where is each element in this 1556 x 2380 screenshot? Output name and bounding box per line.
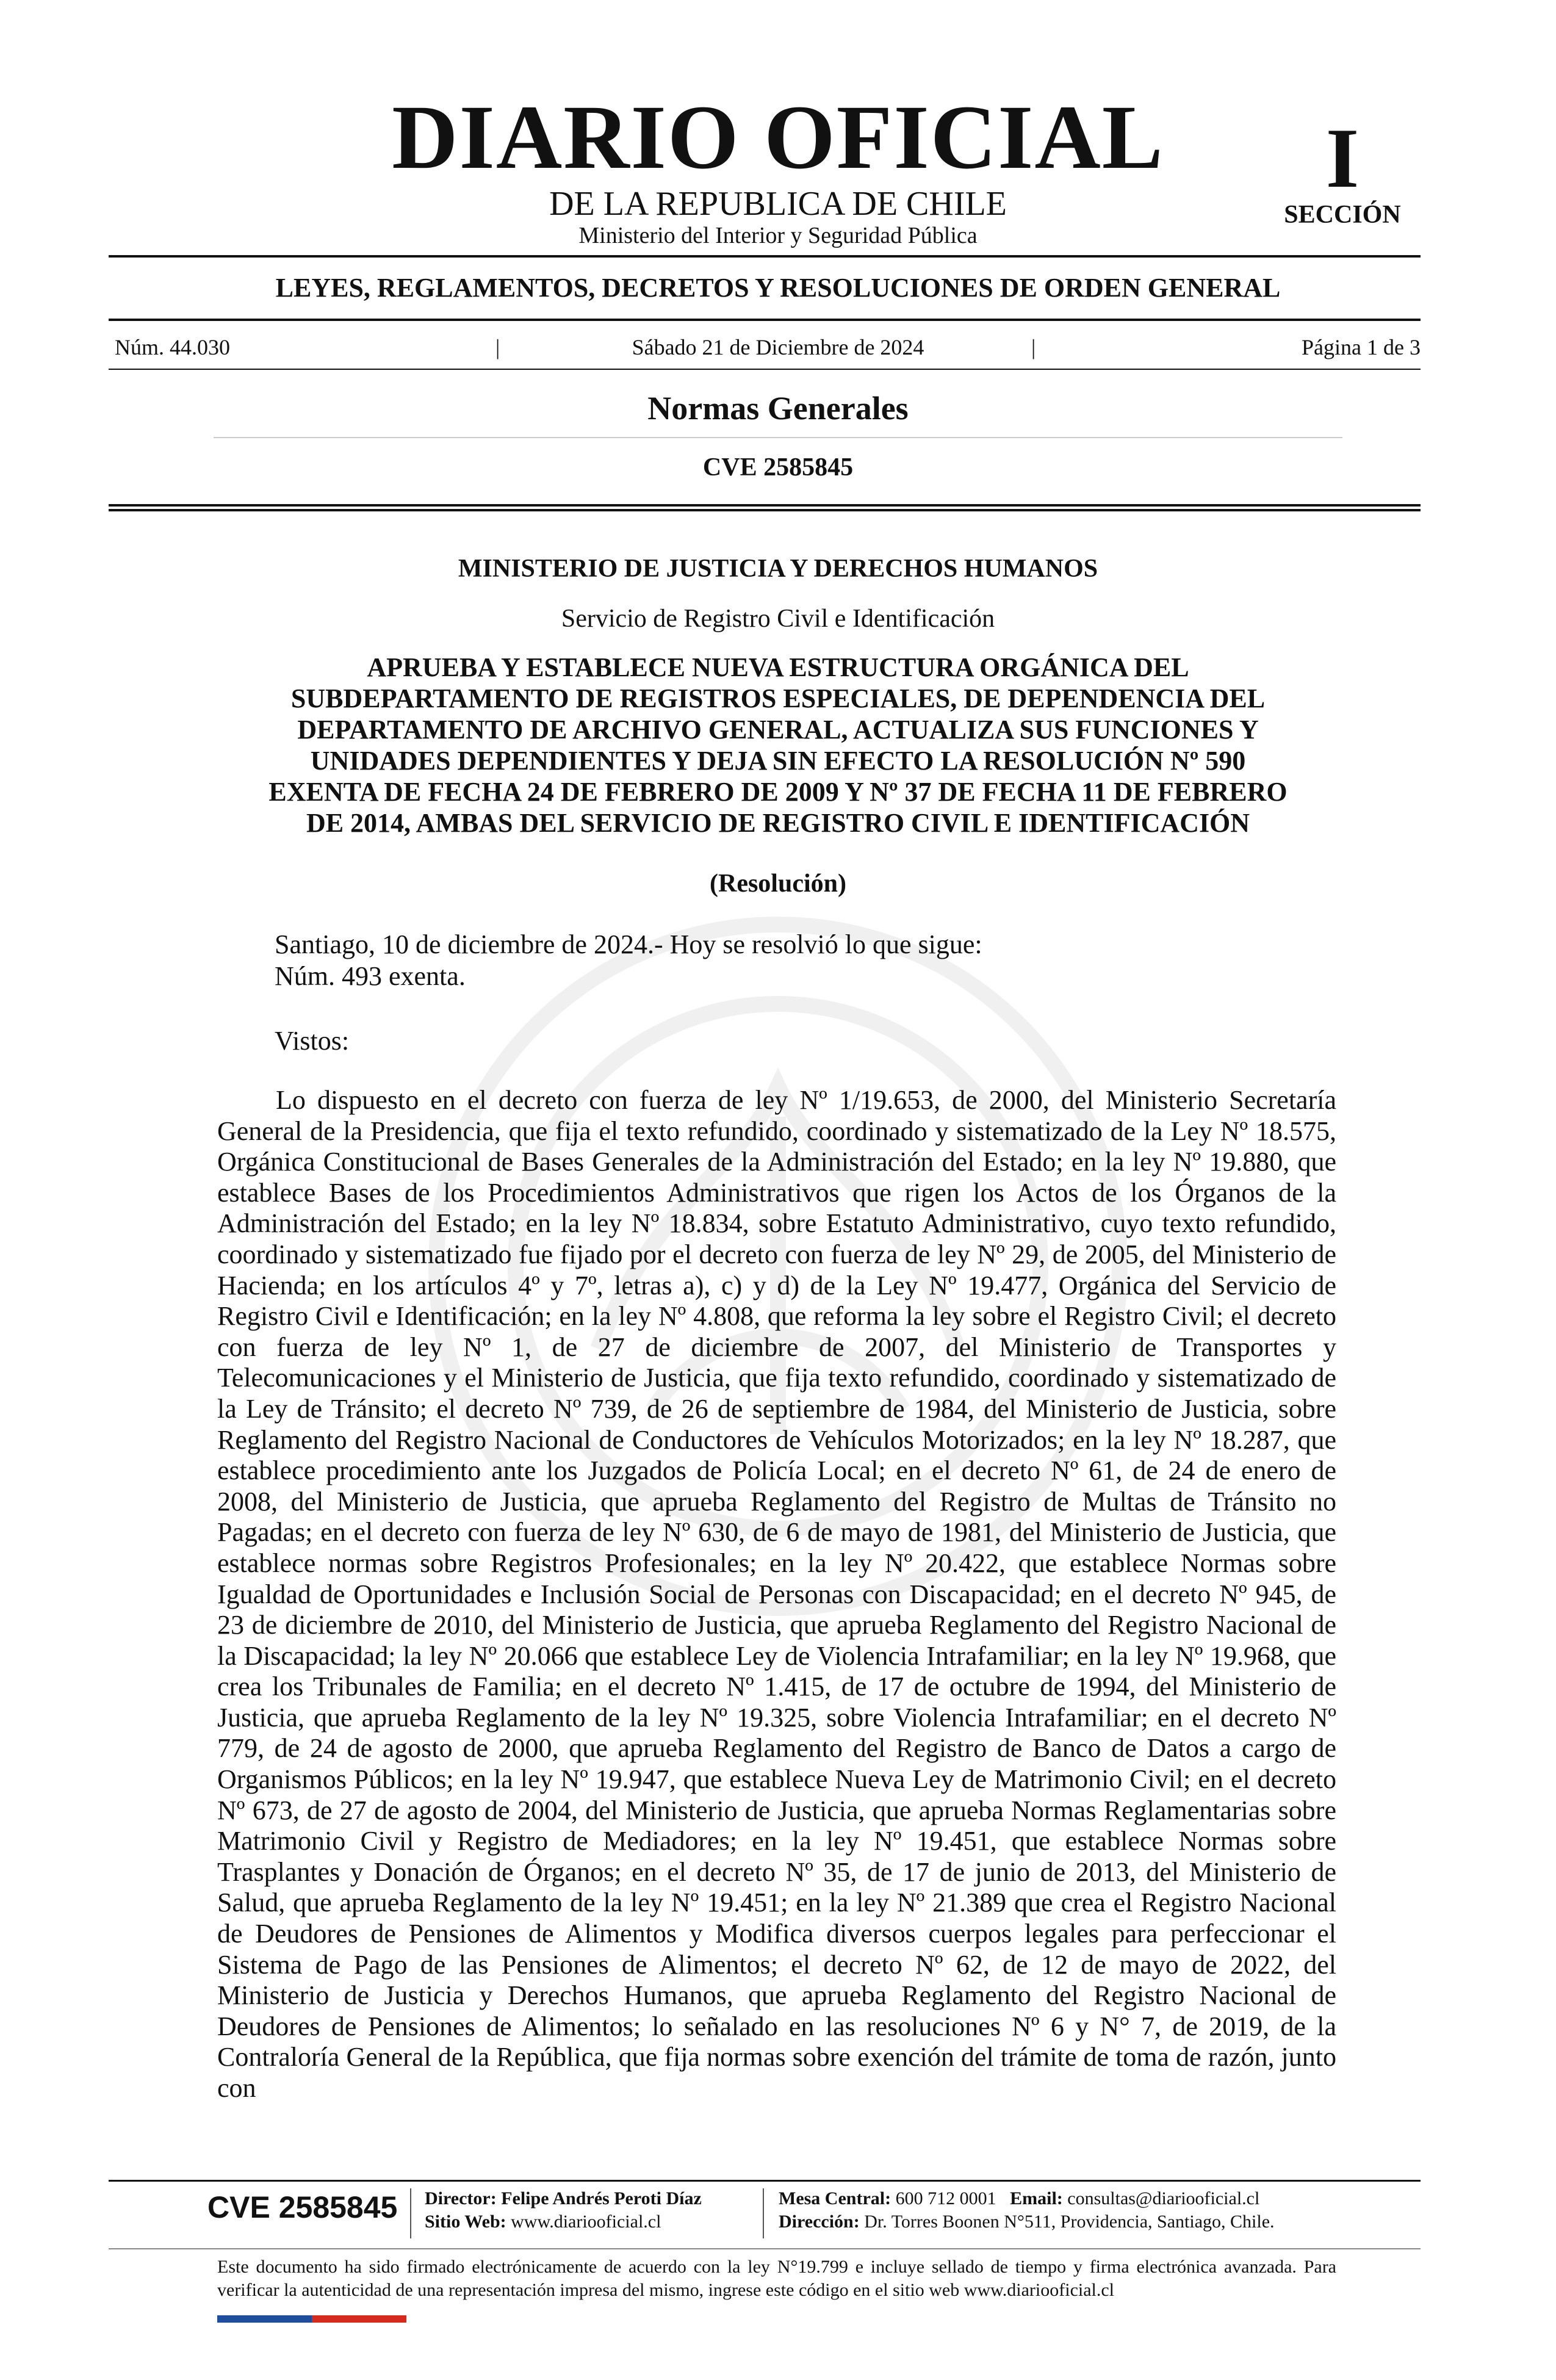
issue-separator: | xyxy=(1031,335,1036,359)
resolution-title-line: APRUEBA Y ESTABLECE NUEVA ESTRUCTURA ORGÁNICA DEL xyxy=(367,652,1189,682)
phone-label: Mesa Central: xyxy=(779,2188,891,2209)
rule-double-2 xyxy=(109,509,1421,511)
director-name: Felipe Andrés Peroti Díaz xyxy=(501,2188,702,2209)
newspaper-subtitle: DE LA REPUBLICA DE CHILE xyxy=(549,185,1007,223)
cve-code: CVE 2585845 xyxy=(702,453,854,481)
flag-bar-blue xyxy=(217,2315,312,2323)
vistos-label: Vistos: xyxy=(275,1026,350,1056)
newspaper-ministry: Ministerio del Interior y Seguridad Pública xyxy=(578,223,978,248)
signature-note: Este documento ha sido firmado electrónicamente de acuerdo con la ley N°19.799 e incluye sellado de tiempo y firma electrónica avanzada. Para verificar la autenticidad de una representación impresa del mismo, ingrese este código en el sitio web www.diariooficial.cl xyxy=(217,2257,1336,2300)
rule-footer xyxy=(109,2180,1421,2182)
web-label: Sitio Web: xyxy=(425,2212,506,2232)
issue-number: Núm. 44.030 xyxy=(115,335,230,359)
footer-director-block xyxy=(425,2187,702,2234)
footer-cve-code: CVE 2585845 xyxy=(207,2190,398,2224)
resolution-title-line: DEPARTAMENTO DE ARCHIVO GENERAL, ACTUALIZA SUS FUNCIONES Y xyxy=(297,715,1259,745)
email-label: Email: xyxy=(1010,2188,1063,2209)
address-text: Dr. Torres Boonen N°511, Providencia, Santiago, Chile. xyxy=(864,2212,1275,2232)
footer-divider xyxy=(763,2188,764,2238)
resolution-type: (Resolución) xyxy=(710,870,846,898)
rule-issue-top xyxy=(109,319,1421,321)
resolution-title-line: UNIDADES DEPENDIENTES Y DEJA SIN EFECTO LA RESOLUCIÓN Nº 590 xyxy=(310,746,1246,776)
page-number: Página 1 de 3 xyxy=(1302,335,1421,359)
section-roman: I xyxy=(1325,111,1360,206)
issue-separator: | xyxy=(495,335,500,359)
footer-contact-block xyxy=(779,2187,1275,2234)
rule-double-1 xyxy=(109,504,1421,507)
issue-date: Sábado 21 de Diciembre de 2024 xyxy=(632,335,924,359)
rule-issue-bottom xyxy=(109,369,1421,370)
thin-divider xyxy=(214,437,1342,438)
director-label: Director: xyxy=(425,2188,497,2209)
flag-bar-red xyxy=(312,2315,406,2323)
newspaper-title: DIARIO OFICIAL xyxy=(392,87,1164,188)
place-date: Santiago, 10 de diciembre de 2024.- Hoy se resolvió lo que sigue: xyxy=(275,929,982,959)
category-heading: LEYES, REGLAMENTOS, DECRETOS Y RESOLUCIONES DE ORDEN GENERAL xyxy=(275,273,1281,303)
document-ministry: MINISTERIO DE JUSTICIA Y DERECHOS HUMANOS xyxy=(458,555,1098,583)
phone-number: 600 712 0001 xyxy=(895,2188,996,2209)
document-service: Servicio de Registro Civil e Identificación xyxy=(561,605,995,633)
vistos-paragraph: Lo dispuesto en el decreto con fuerza de ley Nº 1/19.653, de 2000, del Ministerio Secretaría General de la Presidencia, que fija el texto refundido, coordinado y sistematizado de la Ley Nº 18.575, Orgánica Constitucional de Bases Generales de la Administración del Estado; en la ley Nº 19.880, que establece Bases de los Procedimientos Administrativos que rigen los Actos de los Órganos de la Administración del Estado; en la ley Nº 18.834, sobre Estatuto Administrativo, cuyo texto refundido, coordinado y sistematizado fue fijado por el decreto con fuerza de ley Nº 29, de 2005, del Ministerio de Hacienda; en los artículos 4º y 7º, letras a), c) y d) de la Ley Nº 19.477, Orgánica del Servicio de Registro Civil e Identificación; en la ley Nº 4.808, que reforma la ley sobre el Registro Civil; el decreto con fuerza de ley Nº 1, de 27 de diciembre de 2007, del Ministerio de Transportes y Telecomunicaciones y el Ministerio de Justicia, que fija texto refundido, coordinado y sistematizado de la Ley de Tránsito; el decreto Nº 739, de 26 de septiembre de 1984, del Ministerio de Justicia, sobre Reglamento del Registro Nacional de Conductores de Vehículos Motorizados; en la ley Nº 18.287, que establece procedimiento ante los Juzgados de Policía Local; en el decreto Nº 61, de 24 de enero de 2008, del Ministerio de Justicia, que aprueba Reglamento del Registro de Multas de Tránsito no Pagadas; en el decreto con fuerza de ley Nº 630, de 6 de mayo de 1981, del Ministerio de Justicia, que establece normas sobre Registros Profesionales; en la ley Nº 20.422, que establece Normas sobre Igualdad de Oportunidades e Inclusión Social de Personas con Discapacidad; en el decreto Nº 945, de 23 de diciembre de 2010, del Ministerio de Justicia, que aprueba Reglamento del Registro Nacional de la Discapacidad; la ley Nº 20.066 que establece Ley de Violencia Intrafamiliar; en la ley Nº 19.968, que crea los Tribunales de Familia; en el decreto Nº 1.415, de 17 de octubre de 1994, del Ministerio de Justicia, que aprueba Reglamento de la ley Nº 19.325, sobre Violencia Intrafamiliar; en el decreto Nº 779, de 24 de agosto de 2000, que aprueba Reglamento del Registro de Banco de Datos a cargo de Organismos Públicos; en la ley Nº 19.947, que establece Nueva Ley de Matrimonio Civil; en el decreto Nº 673, de 27 de agosto de 2004, del Ministerio de Justicia, que aprueba Normas Reglamentarias sobre Matrimonio Civil y Registro de Mediadores; en la ley Nº 19.451, que establece Normas sobre Trasplantes y Donación de Órganos; en el decreto Nº 35, de 17 de junio de 2013, del Ministerio de Salud, que aprueba Reglamento de la ley Nº 19.451; en la ley Nº 21.389 que crea el Registro Nacional de Deudores de Pensiones de Alimentos y Modifica diversos cuerpos legales para perfeccionar el Sistema de Pago de las Pensiones de Alimentos; el decreto Nº 62, de 12 de mayo de 2022, del Ministerio de Justicia y Derechos Humanos, que aprueba Reglamento del Registro Nacional de Deudores de Pensiones de Alimentos; lo señalado en las resoluciones Nº 6 y N° 7, de 2019, de la Contraloría General de la República, que fija normas sobre exención del trámite de toma de razón, junto con xyxy=(217,1085,1336,2103)
resolution-title-line: SUBDEPARTAMENTO DE REGISTROS ESPECIALES, DE DEPENDENCIA DEL xyxy=(290,683,1266,713)
rule-top xyxy=(109,255,1421,258)
footer-divider xyxy=(410,2188,411,2238)
email-link[interactable]: consultas@diariooficial.cl xyxy=(1067,2188,1260,2209)
resolution-title-line: DE 2014, AMBAS DEL SERVICIO DE REGISTRO CIVIL E IDENTIFICACIÓN xyxy=(306,808,1250,838)
rule-footer-note xyxy=(109,2248,1421,2249)
address-label: Dirección: xyxy=(779,2212,860,2232)
resolution-title-line: EXENTA DE FECHA 24 DE FEBRERO DE 2009 Y Nº 37 DE FECHA 11 DE FEBRERO xyxy=(268,777,1288,807)
section-label: SECCIÓN xyxy=(1284,201,1401,229)
web-link[interactable]: www.diariooficial.cl xyxy=(511,2212,661,2232)
resolution-title xyxy=(183,652,1373,838)
resolution-number: Núm. 493 exenta. xyxy=(275,961,466,991)
section-title: Normas Generales xyxy=(647,390,909,427)
